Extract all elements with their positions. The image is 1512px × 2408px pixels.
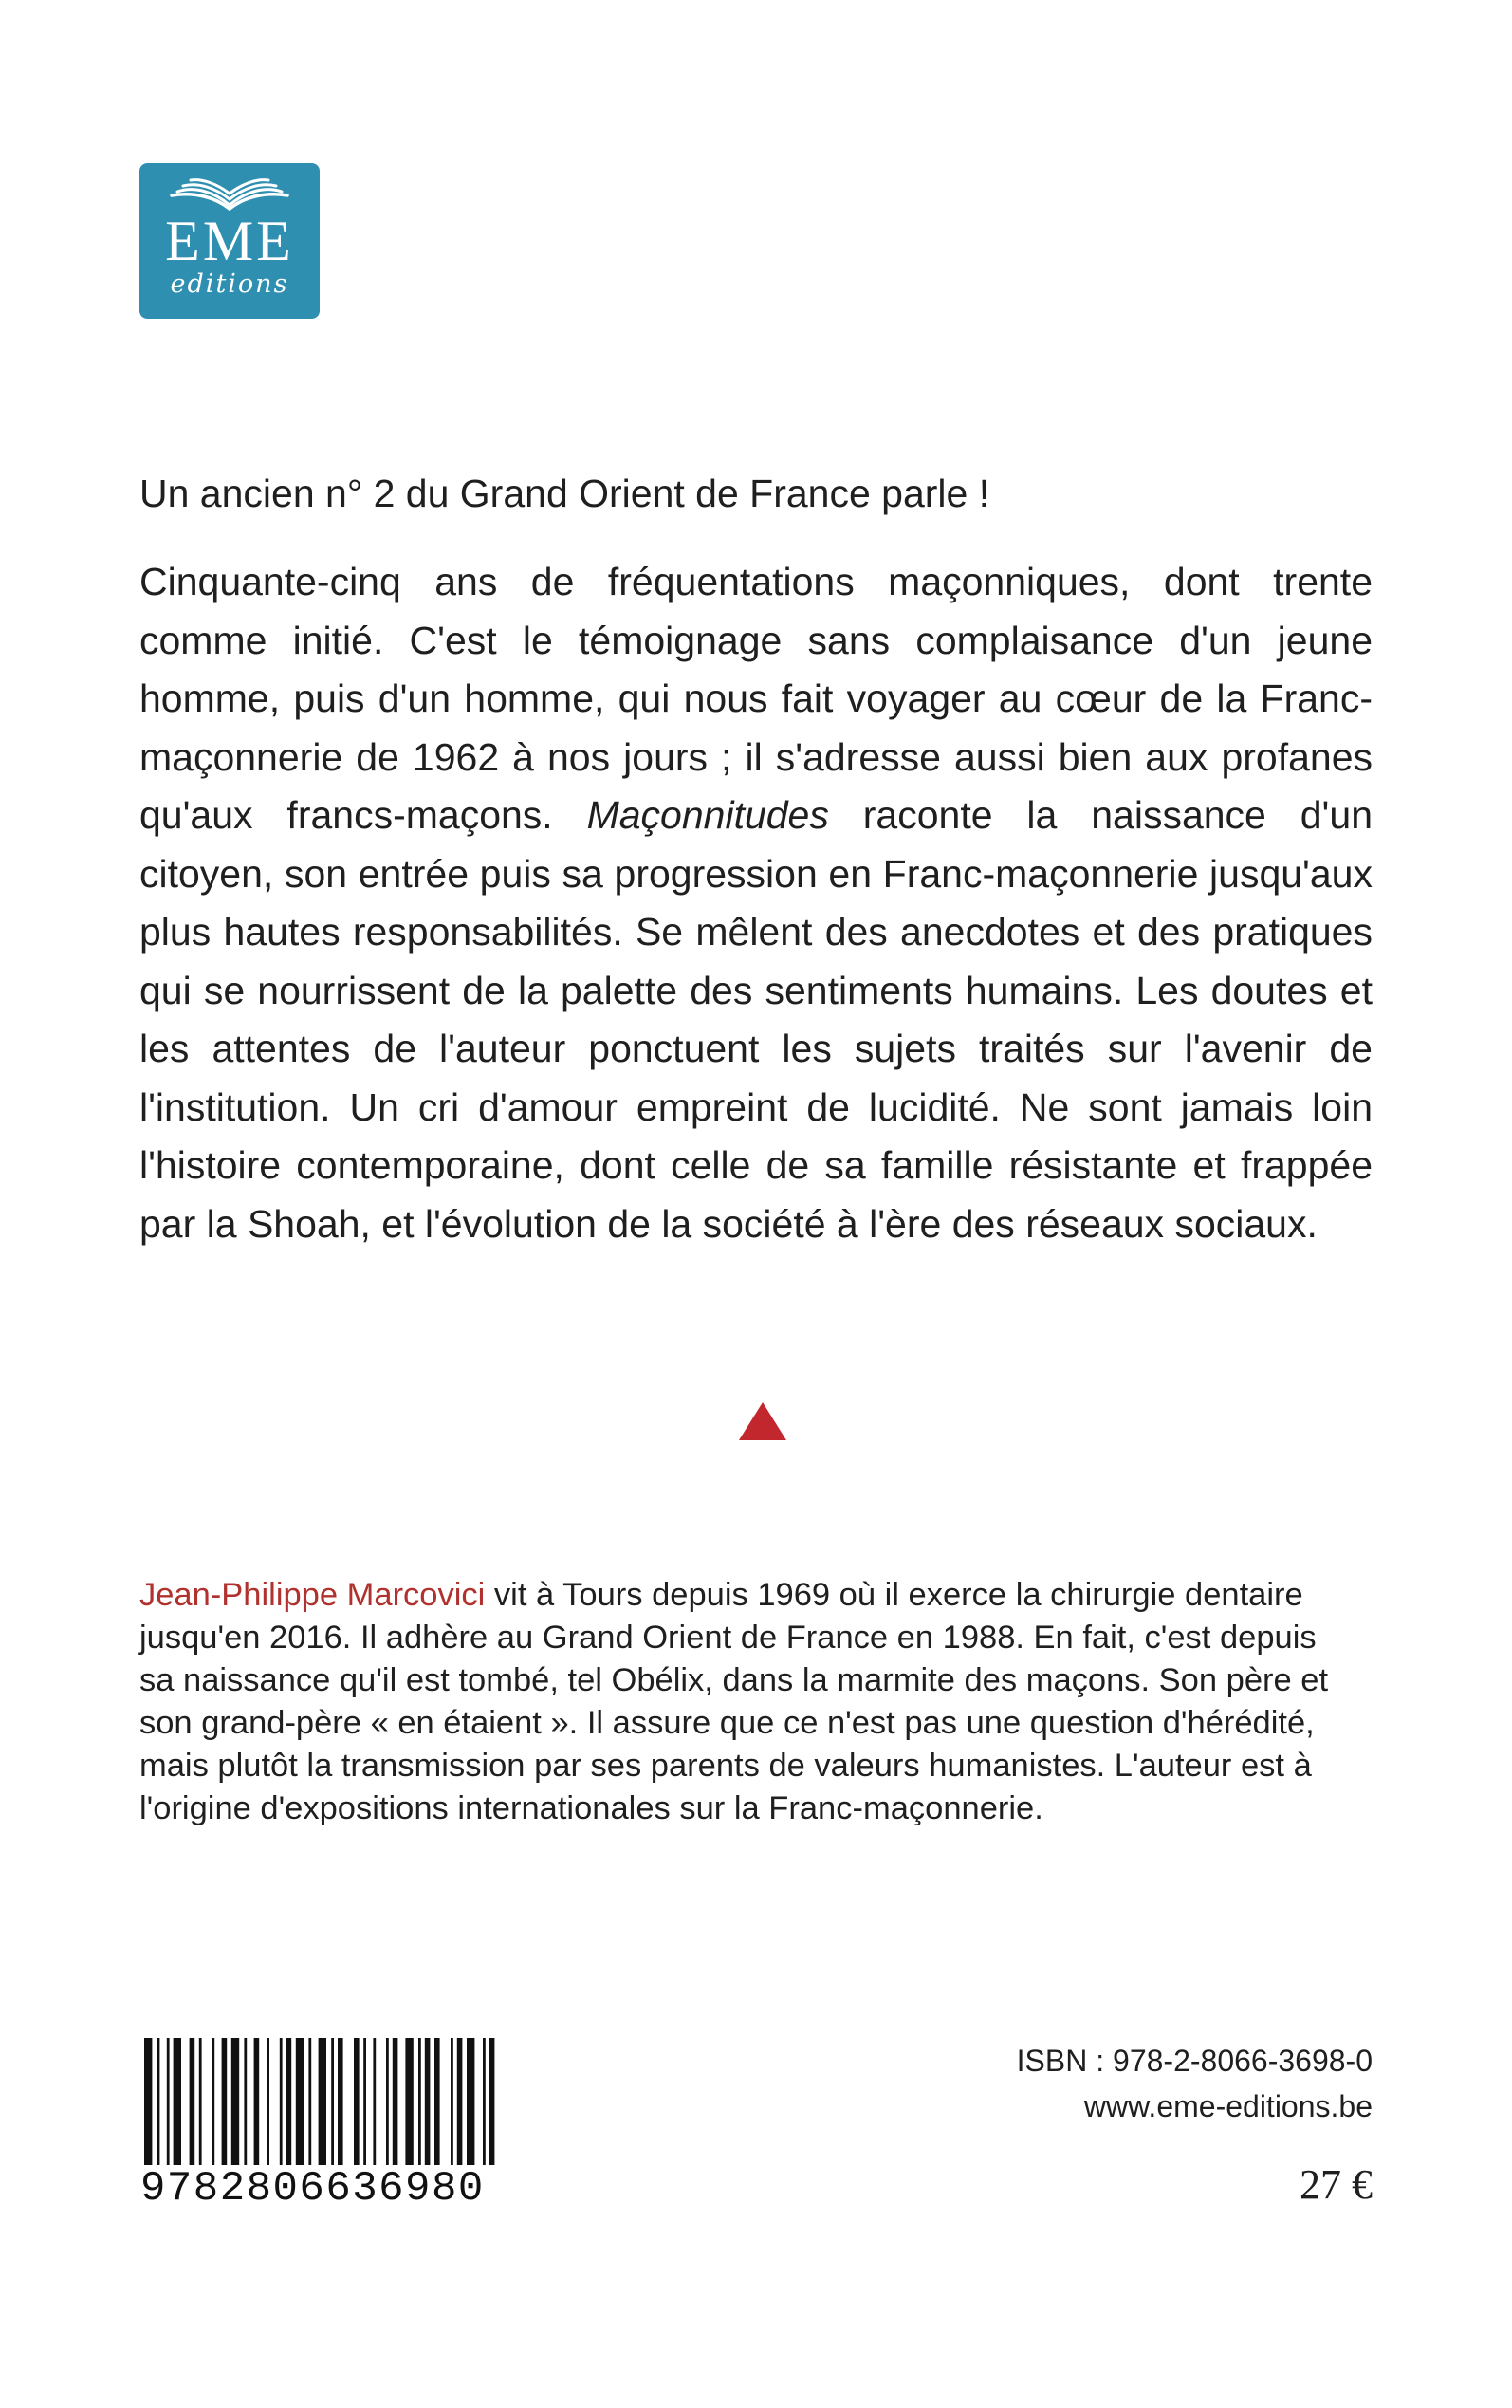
logo-subtitle: editions xyxy=(170,269,289,299)
blurb-part-1: Cinquante-cinq ans de fréquentations maçonniques, dont trente comme initié. C'est le témoignage sans complaisance d'un jeune homme, puis d'un homme, qui nous fait voyager au cœur de la Franc-maçonnerie de 1962 à nos jours ; il s'adresse aussi bien aux profanes qu'aux francs-maçons. xyxy=(139,560,1373,837)
triangle-separator-icon xyxy=(739,1402,786,1440)
book-title: Maçonnitudes xyxy=(586,793,829,837)
logo-wordmark: EME xyxy=(165,210,294,272)
price: 27 € xyxy=(1300,2161,1373,2208)
author-bio-text: vit à Tours depuis 1969 où il exerce la chirurgie dentaire jusqu'en 2016. Il adhère au Grand Orient de France en 1988. En fait, c'est depuis sa naissance qu'il est tombé, tel Obélix, dans la marmite des maçons. Son père et son grand-père « en étaient ». Il assure que ce n'est pas une question d'hérédité, mais plutôt la transmission par ses parents de valeurs humanistes. L'auteur est à l'origine d'expositions internationales sur la Franc-maçonnerie. xyxy=(139,1577,1329,1826)
book-blurb xyxy=(139,553,1373,1253)
author-name: Jean-Philippe Marcovici xyxy=(139,1577,486,1613)
isbn: ISBN : 978-2-8066-3698-0 xyxy=(1016,2044,1373,2078)
headline: Un ancien n° 2 du Grand Orient de France parle ! xyxy=(139,472,990,515)
barcode-digits: 9782806636980 xyxy=(140,2165,501,2213)
publisher-logo xyxy=(139,163,320,319)
website-link[interactable]: www.eme-editions.be xyxy=(1083,2089,1373,2123)
blurb-part-2: raconte la naissance d'un citoyen, son entrée puis sa progression en Franc-maçonnerie jusqu'aux plus hautes responsabilités. Se mêlent des anecdotes et des pratiques qui se nourrissent de la palette des sentiments humains. Les doutes et les attentes de l'auteur ponctuent les sujets traités sur l'avenir de l'institution. Un cri d'amour empreint de lucidité. Ne sont jamais loin l'histoire contemporaine, dont celle de sa famille résistante et frappée par la Shoah, et l'évolution de la société à l'ère des réseaux sociaux. xyxy=(139,793,1373,1246)
author-bio xyxy=(139,1574,1335,1830)
